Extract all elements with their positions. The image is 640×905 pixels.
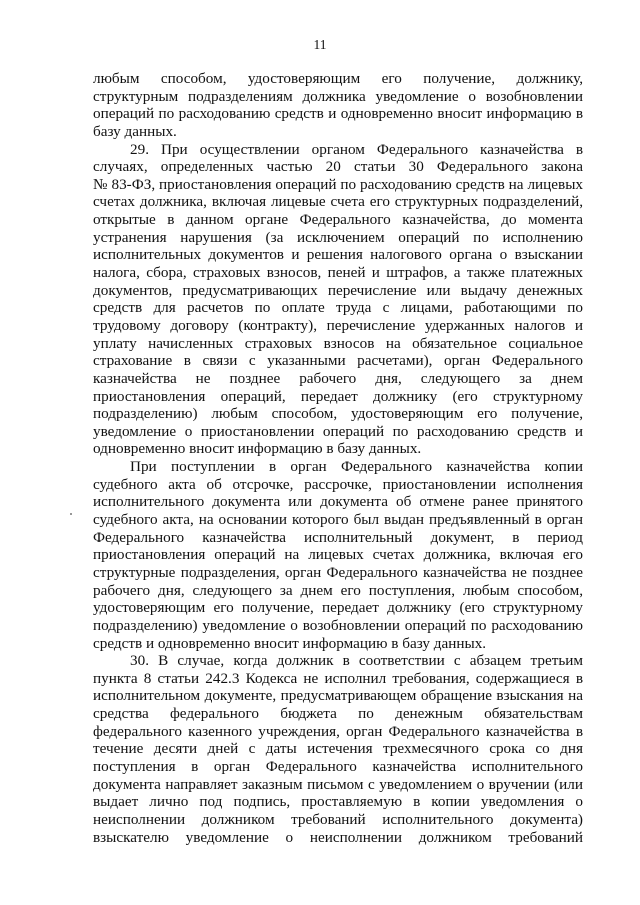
text-line: трудовому договору (контракту), перечисление удержанных налогов и [93,316,583,334]
text-line: 30. В случае, когда должник в соответствии с абзацем третьим [130,652,583,670]
text-line: счетах должника, включая лицевые счета его структурных подразделений, [93,193,583,211]
text-line: казначейства не позднее рабочего дня, следующего за днем [93,369,583,387]
text-line: Федерального казначейства исполнительный документ, в период [93,528,583,546]
text-line: уплату начисленных страховых взносов на обязательное социальное [93,334,583,352]
document-body [93,70,583,846]
text-line: документа направляет заказным письмом с уведомлением о вручении (или [93,775,583,793]
text-line: открытые в данном органе Федерального казначейства, до момента [93,211,583,229]
text-line: № 83-ФЗ, приостановления операций по расходованию средств на лицевых [93,175,583,193]
text-line: случаях, определенных частью 20 статьи 30 Федерального закона [93,158,583,176]
text-line: поступления в орган Федерального казначейства исполнительного [93,757,583,775]
text-line: взыскателю уведомление о неисполнении должником требований [93,828,583,846]
text-line: федерального казенного учреждения, орган Федерального казначейства в [93,722,583,740]
text-line: устранения нарушения (за исключением операций по исполнению [93,228,583,246]
text-line: рабочего дня, следующего за днем его поступления, любым способом, [93,581,583,599]
text-line: операций по расходованию средств и одновременно вносит информацию в [93,105,583,123]
text-line: судебного акта об отсрочке, рассрочке, приостановлении исполнения [93,475,583,493]
text-line: налога, сбора, страховых взносов, пеней и штрафов, а также платежных [93,264,583,282]
text-line: приостановления операций, передает должнику (его структурному [93,387,583,405]
text-line: судебного акта, на основании которого был выдан предъявленный в орган [93,511,583,529]
text-line: подразделению) уведомление о возобновлении операций по расходованию [93,616,583,634]
text-line: средств и одновременно вносит информацию в базу данных. [93,634,487,652]
text-line: неисполнении должником требований исполнительного документа) [93,810,583,828]
text-line: одновременно вносит информацию в базу данных. [93,440,422,458]
text-line: документов, предусматривающих перечисление или выдачу денежных [93,281,583,299]
text-line: структурным подразделениям должника уведомление о возобновлении [93,87,583,105]
text-line: любым способом, удостоверяющим его получение, должнику, [93,70,583,87]
text-line: исполнительного документа или документа об отмене ранее принятого [93,493,583,511]
text-line: течение десяти дней с даты истечения трехмесячного срока со дня [93,740,583,758]
text-line: средства федерального бюджета по денежным обязательствам [93,705,583,723]
text-line: исполнительном документе, предусматривающем обращение взыскания на [93,687,583,705]
text-line: удостоверяющим его получение, передает должнику (его структурному [93,599,583,617]
text-line: 29. При осуществлении органом Федерального казначейства в [130,140,583,158]
text-line: уведомление о приостановлении операций по расходованию средств и [93,422,583,440]
text-line: приостановления операций на лицевых счетах должника, включая его [93,546,583,564]
text-line: структурные подразделения, орган Федерального казначейства не позднее [93,563,583,581]
text-line: средств для расчетов по оплате труда с лицами, работающими по [93,299,583,317]
scan-speck [70,513,72,515]
text-line: пункта 8 статьи 242.3 Кодекса не исполнил требования, содержащиеся в [93,669,583,687]
text-line: исполнительных документов и решения налогового органа о взыскании [93,246,583,264]
text-line: базу данных. [93,122,177,140]
text-line: страхование в связи с указанными расчетами), орган Федерального [93,352,583,370]
text-line: выдает лично под подпись, проставляемую в копии уведомления о [93,793,583,811]
page-number: 11 [313,37,327,52]
text-line: подразделению) любым способом, удостоверяющим его получение, [93,405,583,423]
text-line: При поступлении в орган Федерального казначейства копии [130,458,583,476]
